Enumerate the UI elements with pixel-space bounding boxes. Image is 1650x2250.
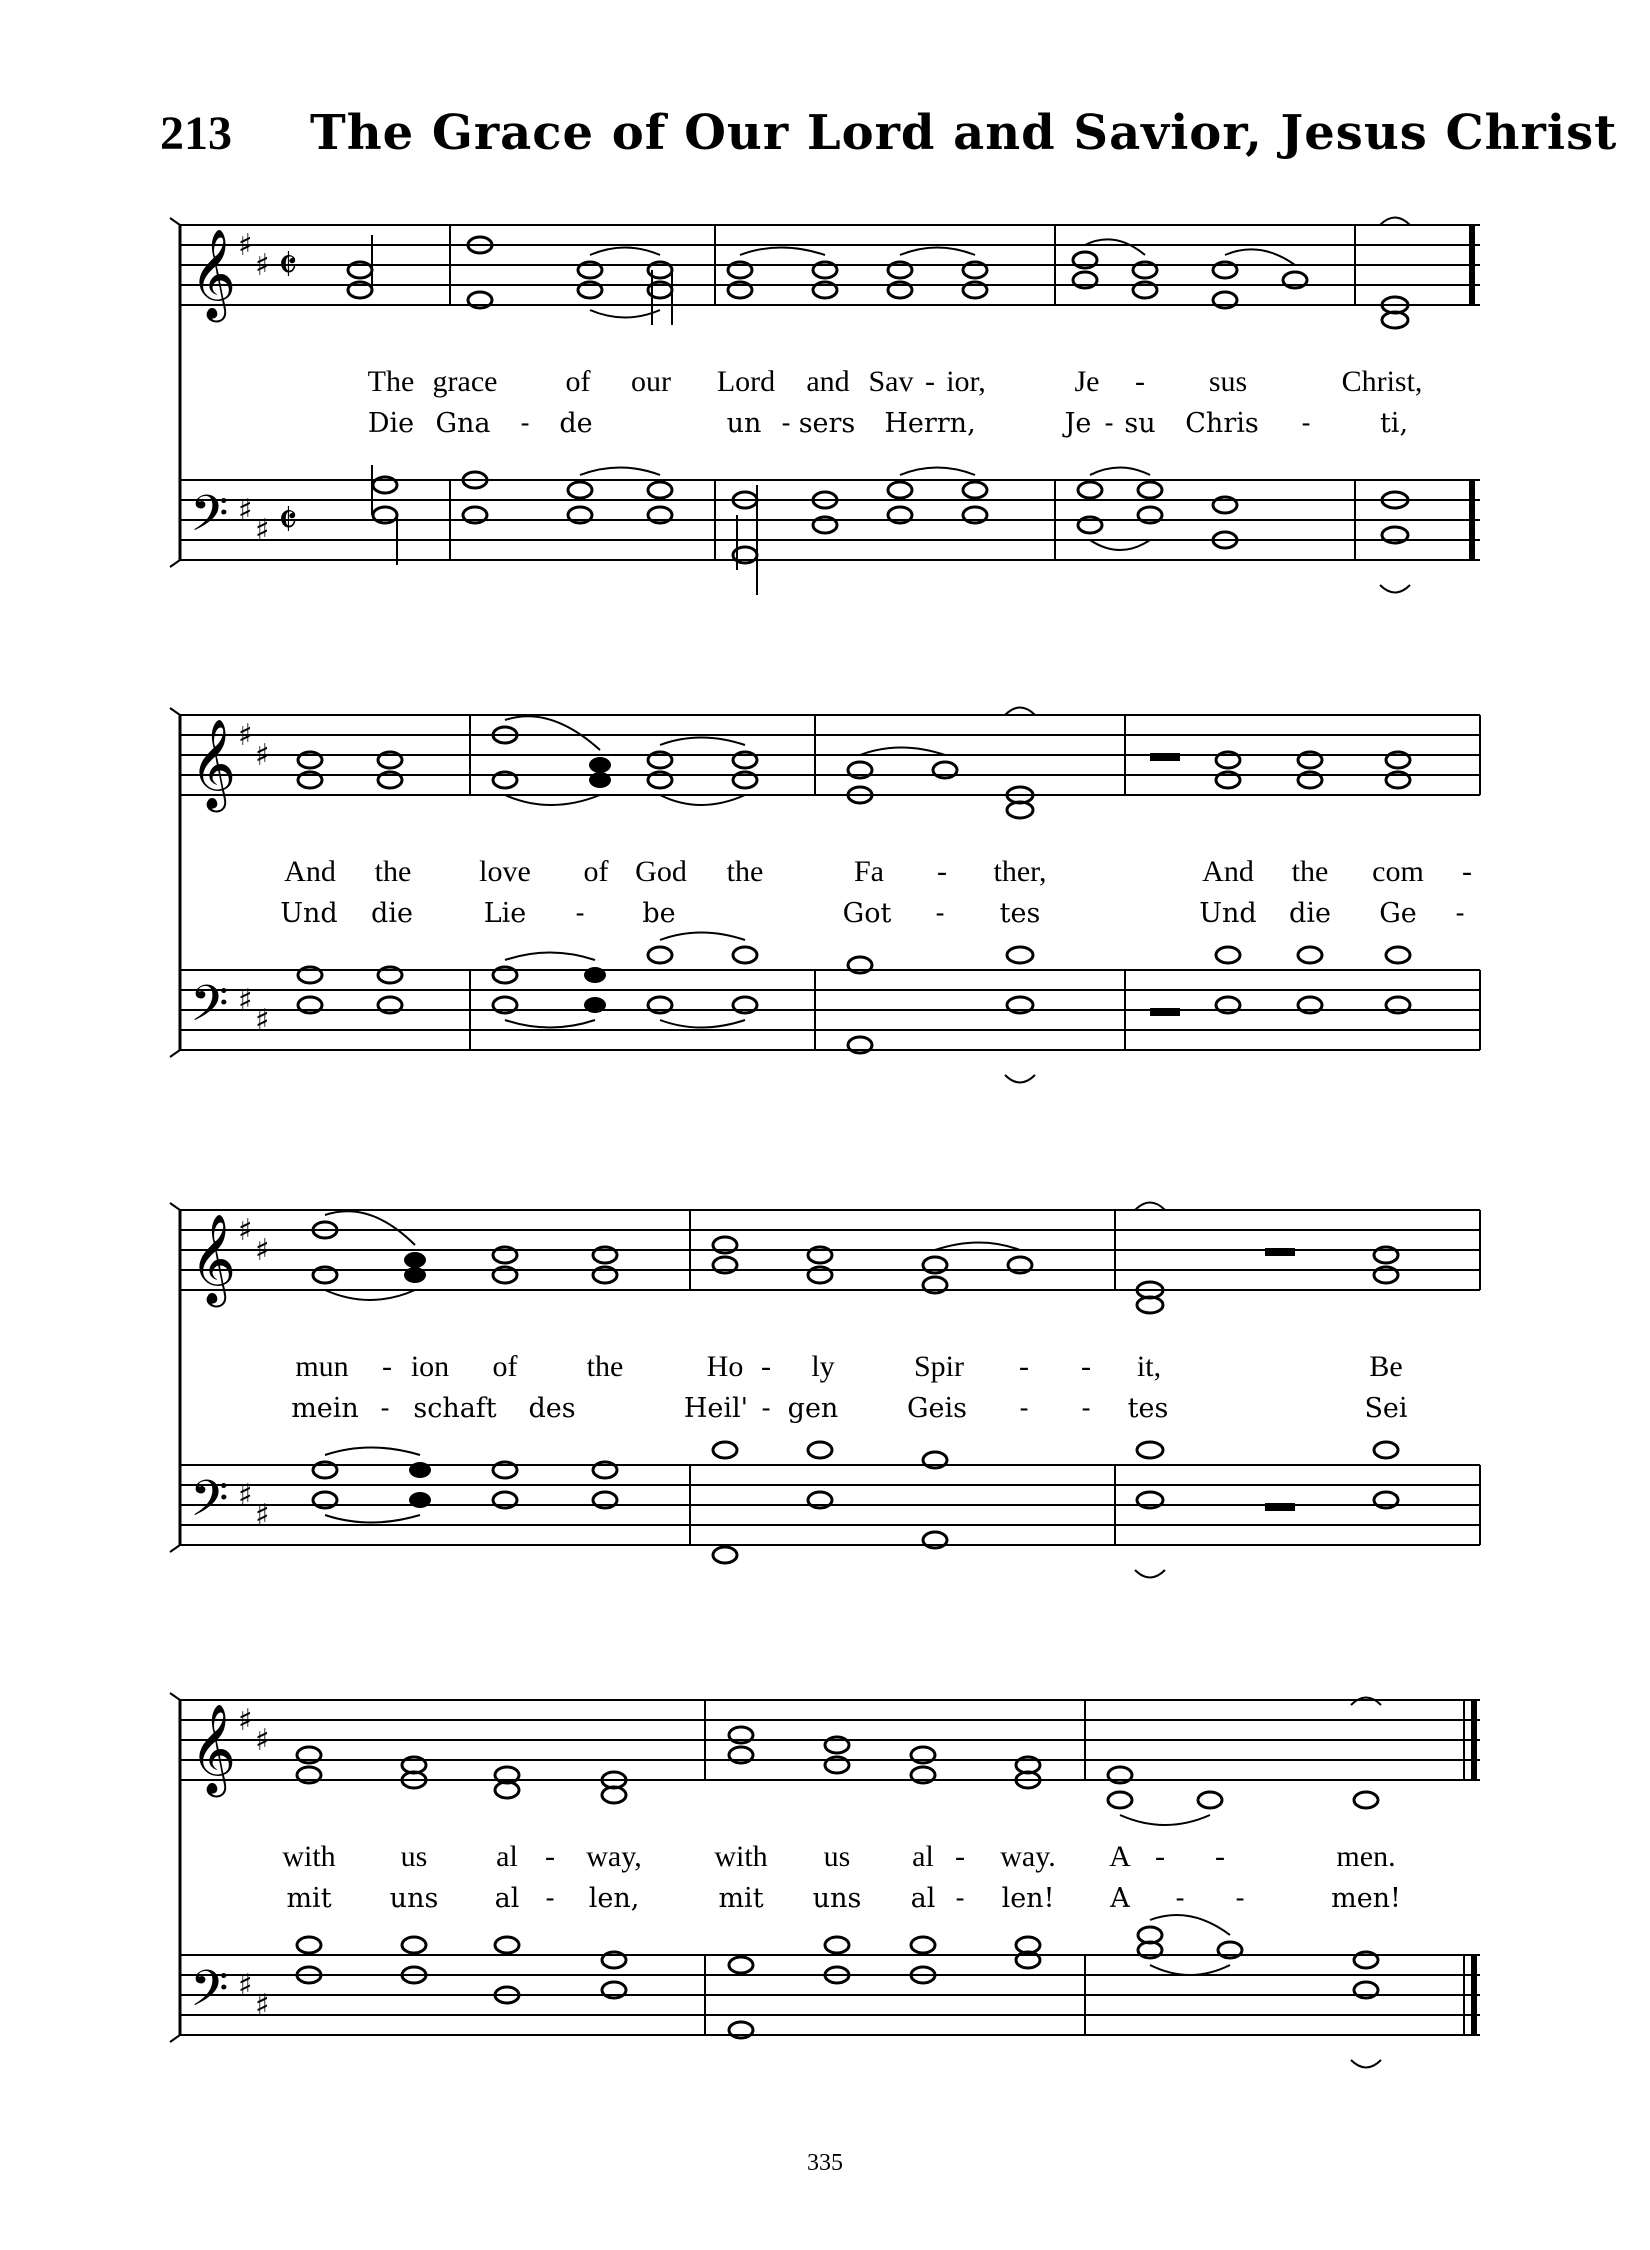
lyric-syllable: - [761,1393,771,1424]
lyric-syllable: the [1291,855,1329,888]
svg-text:♯: ♯ [238,1478,253,1513]
lyric-syllable: grace [432,365,498,398]
lyric-syllable: sus [1208,365,1248,398]
lyric-syllable: Fa [854,855,884,888]
lyrics-english-4 [0,1840,1650,1880]
lyric-syllable: - [955,1840,965,1873]
lyric-syllable: Be [1369,1350,1403,1383]
music-system-3 [0,1200,1650,1600]
lyric-syllable: Spir [913,1350,965,1383]
svg-text:𝄢: 𝄢 [190,1960,229,2030]
lyric-syllable: of [565,365,591,398]
lyric-syllable: - [1081,1350,1091,1383]
svg-text:♯: ♯ [255,1003,270,1038]
lyric-syllable: sers [798,408,856,439]
lyric-syllable: Got [842,898,892,929]
lyric-syllable: And [284,855,336,888]
lyric-syllable: Heil' [683,1393,749,1424]
lyrics-german-4 [0,1883,1650,1923]
hymn-number: 213 [160,107,232,160]
lyric-syllable: - [545,1883,555,1914]
lyric-syllable: way, [586,1840,642,1873]
lyric-syllable: al [494,1883,520,1914]
hymn-header [160,105,1617,161]
svg-text:♯: ♯ [238,1968,253,2003]
svg-text:♯: ♯ [255,513,270,548]
lyrics-english-2 [0,855,1650,895]
lyric-syllable: Je [1064,408,1092,439]
svg-text:♯: ♯ [238,1703,253,1738]
lyric-syllable: Gna [435,408,491,439]
svg-text:♯: ♯ [238,228,253,263]
lyric-syllable: com [1372,855,1424,888]
lyric-syllable: Lord [716,365,776,398]
lyric-syllable: Sav [868,365,914,398]
lyric-syllable: way. [1000,1840,1056,1873]
lyrics-german-3 [0,1393,1650,1433]
lyric-syllable: love [479,855,531,888]
lyric-syllable: gen [787,1393,839,1424]
lyric-syllable: Ge [1379,898,1417,929]
lyric-syllable: - [1301,408,1311,439]
lyric-syllable: with [282,1840,336,1873]
svg-text:♯: ♯ [255,738,270,773]
lyric-syllable: die [1289,898,1331,929]
lyric-syllable: - [935,898,945,929]
lyric-syllable: Lie [483,898,527,929]
lyric-syllable: ther, [993,855,1047,888]
svg-text:♯: ♯ [238,493,253,528]
lyric-syllable: Sei [1364,1393,1408,1424]
svg-text:𝄞: 𝄞 [190,1214,237,1304]
music-system-2 [0,705,1650,1105]
lyric-syllable: God [635,855,687,888]
svg-text:𝄞: 𝄞 [190,229,237,319]
lyric-syllable: des [528,1393,576,1424]
svg-text:𝄢: 𝄢 [190,1470,229,1540]
lyric-syllable: un [726,408,762,439]
lyric-syllable: - [545,1840,555,1873]
lyric-syllable: - [575,898,585,929]
lyric-syllable: - [382,1350,392,1383]
lyric-syllable: - [955,1883,965,1914]
hymn-title: The Grace of Our Lord and Savior, Jesus Christ [310,105,1618,161]
lyric-syllable: men! [1331,1883,1401,1914]
lyric-syllable: the [586,1350,624,1383]
lyric-syllable: al [910,1883,936,1914]
svg-text:♯: ♯ [238,718,253,753]
svg-text:♯: ♯ [255,1988,270,2023]
lyric-syllable: Je [1074,365,1100,398]
lyric-syllable: be [642,898,676,929]
svg-text:𝄵: 𝄵 [278,240,298,291]
svg-text:𝄢: 𝄢 [190,975,229,1045]
lyric-syllable: len! [1001,1883,1055,1914]
lyric-syllable: ior, [946,365,986,398]
lyric-syllable: die [371,898,413,929]
lyric-syllable: de [559,408,593,439]
lyric-syllable: ti, [1379,408,1409,439]
lyric-syllable: tes [999,898,1041,929]
svg-text:♯: ♯ [255,1723,270,1758]
lyric-syllable: - [1155,1840,1165,1873]
lyric-syllable: - [761,1350,771,1383]
lyric-syllable: us [823,1840,851,1873]
lyric-syllable: - [1462,855,1472,888]
lyric-syllable: And [1202,855,1254,888]
lyric-syllable: ion [410,1350,450,1383]
lyric-syllable: with [714,1840,768,1873]
lyric-syllable: - [1455,898,1465,929]
lyrics-english-1 [0,365,1650,405]
lyric-syllable: su [1124,408,1156,439]
lyric-syllable: Die [367,408,415,439]
lyric-syllable: schaft [413,1393,497,1424]
page-number: 335 [807,2150,843,2176]
lyric-syllable: mun [295,1350,349,1383]
lyric-syllable: A [1110,1883,1130,1914]
lyric-syllable: Herrn, [884,408,976,439]
lyric-syllable: - [1175,1883,1185,1914]
lyric-syllable: Ho [706,1350,744,1383]
lyric-syllable: - [1215,1840,1225,1873]
lyric-syllable: the [726,855,764,888]
lyric-syllable: the [374,855,412,888]
lyric-syllable: A [1109,1840,1131,1873]
lyric-syllable: Christ, [1341,365,1423,398]
lyric-syllable: of [492,1350,518,1383]
svg-text:𝄞: 𝄞 [190,1704,237,1794]
lyric-syllable: - [1104,408,1114,439]
lyric-syllable: - [1235,1883,1245,1914]
lyric-syllable: Geis [906,1393,968,1424]
lyric-syllable: - [1019,1350,1029,1383]
lyric-syllable: - [1081,1393,1091,1424]
lyric-syllable: tes [1127,1393,1169,1424]
lyric-syllable: Und [1199,898,1257,929]
svg-text:𝄢: 𝄢 [190,485,229,555]
lyric-syllable: and [806,365,850,398]
lyric-syllable: - [520,408,530,439]
lyric-syllable: - [380,1393,390,1424]
lyric-syllable: men. [1336,1840,1396,1873]
lyric-syllable: The [367,365,415,398]
lyric-syllable: uns [812,1883,862,1914]
lyric-syllable: mit [718,1883,764,1914]
lyrics-english-3 [0,1350,1650,1390]
lyric-syllable: - [925,365,935,398]
lyric-syllable: our [631,365,671,398]
lyrics-german-1 [0,408,1650,448]
lyric-syllable: - [781,408,791,439]
lyric-syllable: al [912,1840,934,1873]
svg-text:𝄞: 𝄞 [190,719,237,809]
lyric-syllable: al [496,1840,518,1873]
svg-text:♯: ♯ [255,248,270,283]
lyric-syllable: mit [286,1883,332,1914]
lyric-syllable: mein [291,1393,359,1424]
svg-text:♯: ♯ [255,1233,270,1268]
lyric-syllable: Chris [1185,408,1259,439]
lyric-syllable: us [400,1840,428,1873]
music-system-1 [0,215,1650,615]
svg-text:♯: ♯ [238,1213,253,1248]
lyric-syllable: Und [280,898,338,929]
svg-text:♯: ♯ [238,983,253,1018]
music-system-4 [0,1690,1650,2090]
lyric-syllable: ly [811,1350,835,1383]
lyric-syllable: uns [389,1883,439,1914]
lyric-syllable: of [583,855,609,888]
lyric-syllable: - [937,855,947,888]
lyric-syllable: len, [588,1883,640,1914]
lyric-syllable: - [1135,365,1145,398]
svg-text:♯: ♯ [255,1498,270,1533]
svg-text:𝄵: 𝄵 [278,495,298,546]
lyric-syllable: it, [1136,1350,1162,1383]
lyrics-german-2 [0,898,1650,938]
lyric-syllable: - [1019,1393,1029,1424]
